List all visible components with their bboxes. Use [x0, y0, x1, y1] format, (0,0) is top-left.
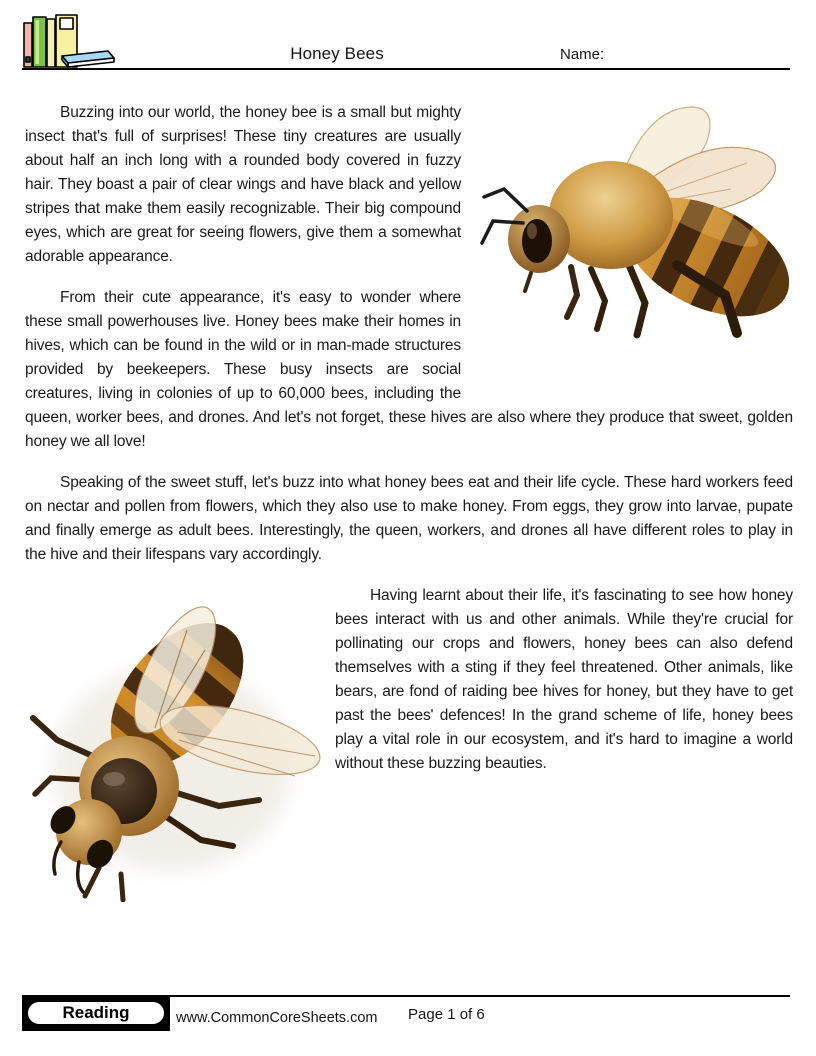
books-logo-icon [22, 10, 117, 73]
article-body [25, 101, 793, 1004]
category-badge-pill [26, 1000, 166, 1026]
category-badge [22, 997, 170, 1031]
page-title: Honey Bees [290, 44, 384, 63]
page-number: Page 1 of 6 [408, 1006, 485, 1023]
website-url: www.CommonCoreSheets.com [176, 1010, 378, 1026]
paragraph-1: Buzzing into our world, the honey bee is a small but mighty insect that's full of surprises! These tiny creatures are usually about half an inch long with a rounded body covered in fuzzy hair. They boast a pair of clear wings and have black and yellow stripes that make them easily recognizable. Their big compound eyes, which are great for seeing flowers, give them a somewhat adorable appearance. [25, 104, 461, 265]
bee-side-view-image [461, 101, 793, 385]
paragraph-2: From their cute appearance, it's easy to wonder where these small powerhouses live. Honey bees make their homes in hives, which can be found in the wild or in man-made structures provided by beekeepers. These busy insects are social creatures, living in colonies of up to 60,000 bees, including the queen, worker bees, and drones. And let's not forget, these hives are also where they produce that sweet, golden honey we all love! [25, 289, 793, 450]
bee-top-view-image [25, 584, 335, 1004]
category-badge-label: Reading [62, 1003, 130, 1022]
paragraph-4: Having learnt about their life, it's fascinating to see how honey bees interact with us and other animals. While they're crucial for pollinating our crops and flowers, honey bees can also defend themselves with a sting if they feel threatened. Other animals, like bears, are fond of raiding bee hives for honey, but they have to get past the bees' defences! In the grand scheme of life, honey bees play a vital role in our ecosystem, and it's hard to imagine a world without these buzzing beauties. [335, 587, 793, 772]
name-label: Name: [560, 46, 605, 63]
page-header [22, 0, 790, 70]
paragraph-3: Speaking of the sweet stuff, let's buzz into what honey bees eat and their life cycle. These hard workers feed on nectar and pollen from flowers, which they also use to make honey. From eggs, they grow into larvae, pupate and finally emerge as adult bees. Interestingly, the queen, workers, and drones all have different roles to play in the hive and their lifespans vary accordingly. [25, 474, 793, 563]
